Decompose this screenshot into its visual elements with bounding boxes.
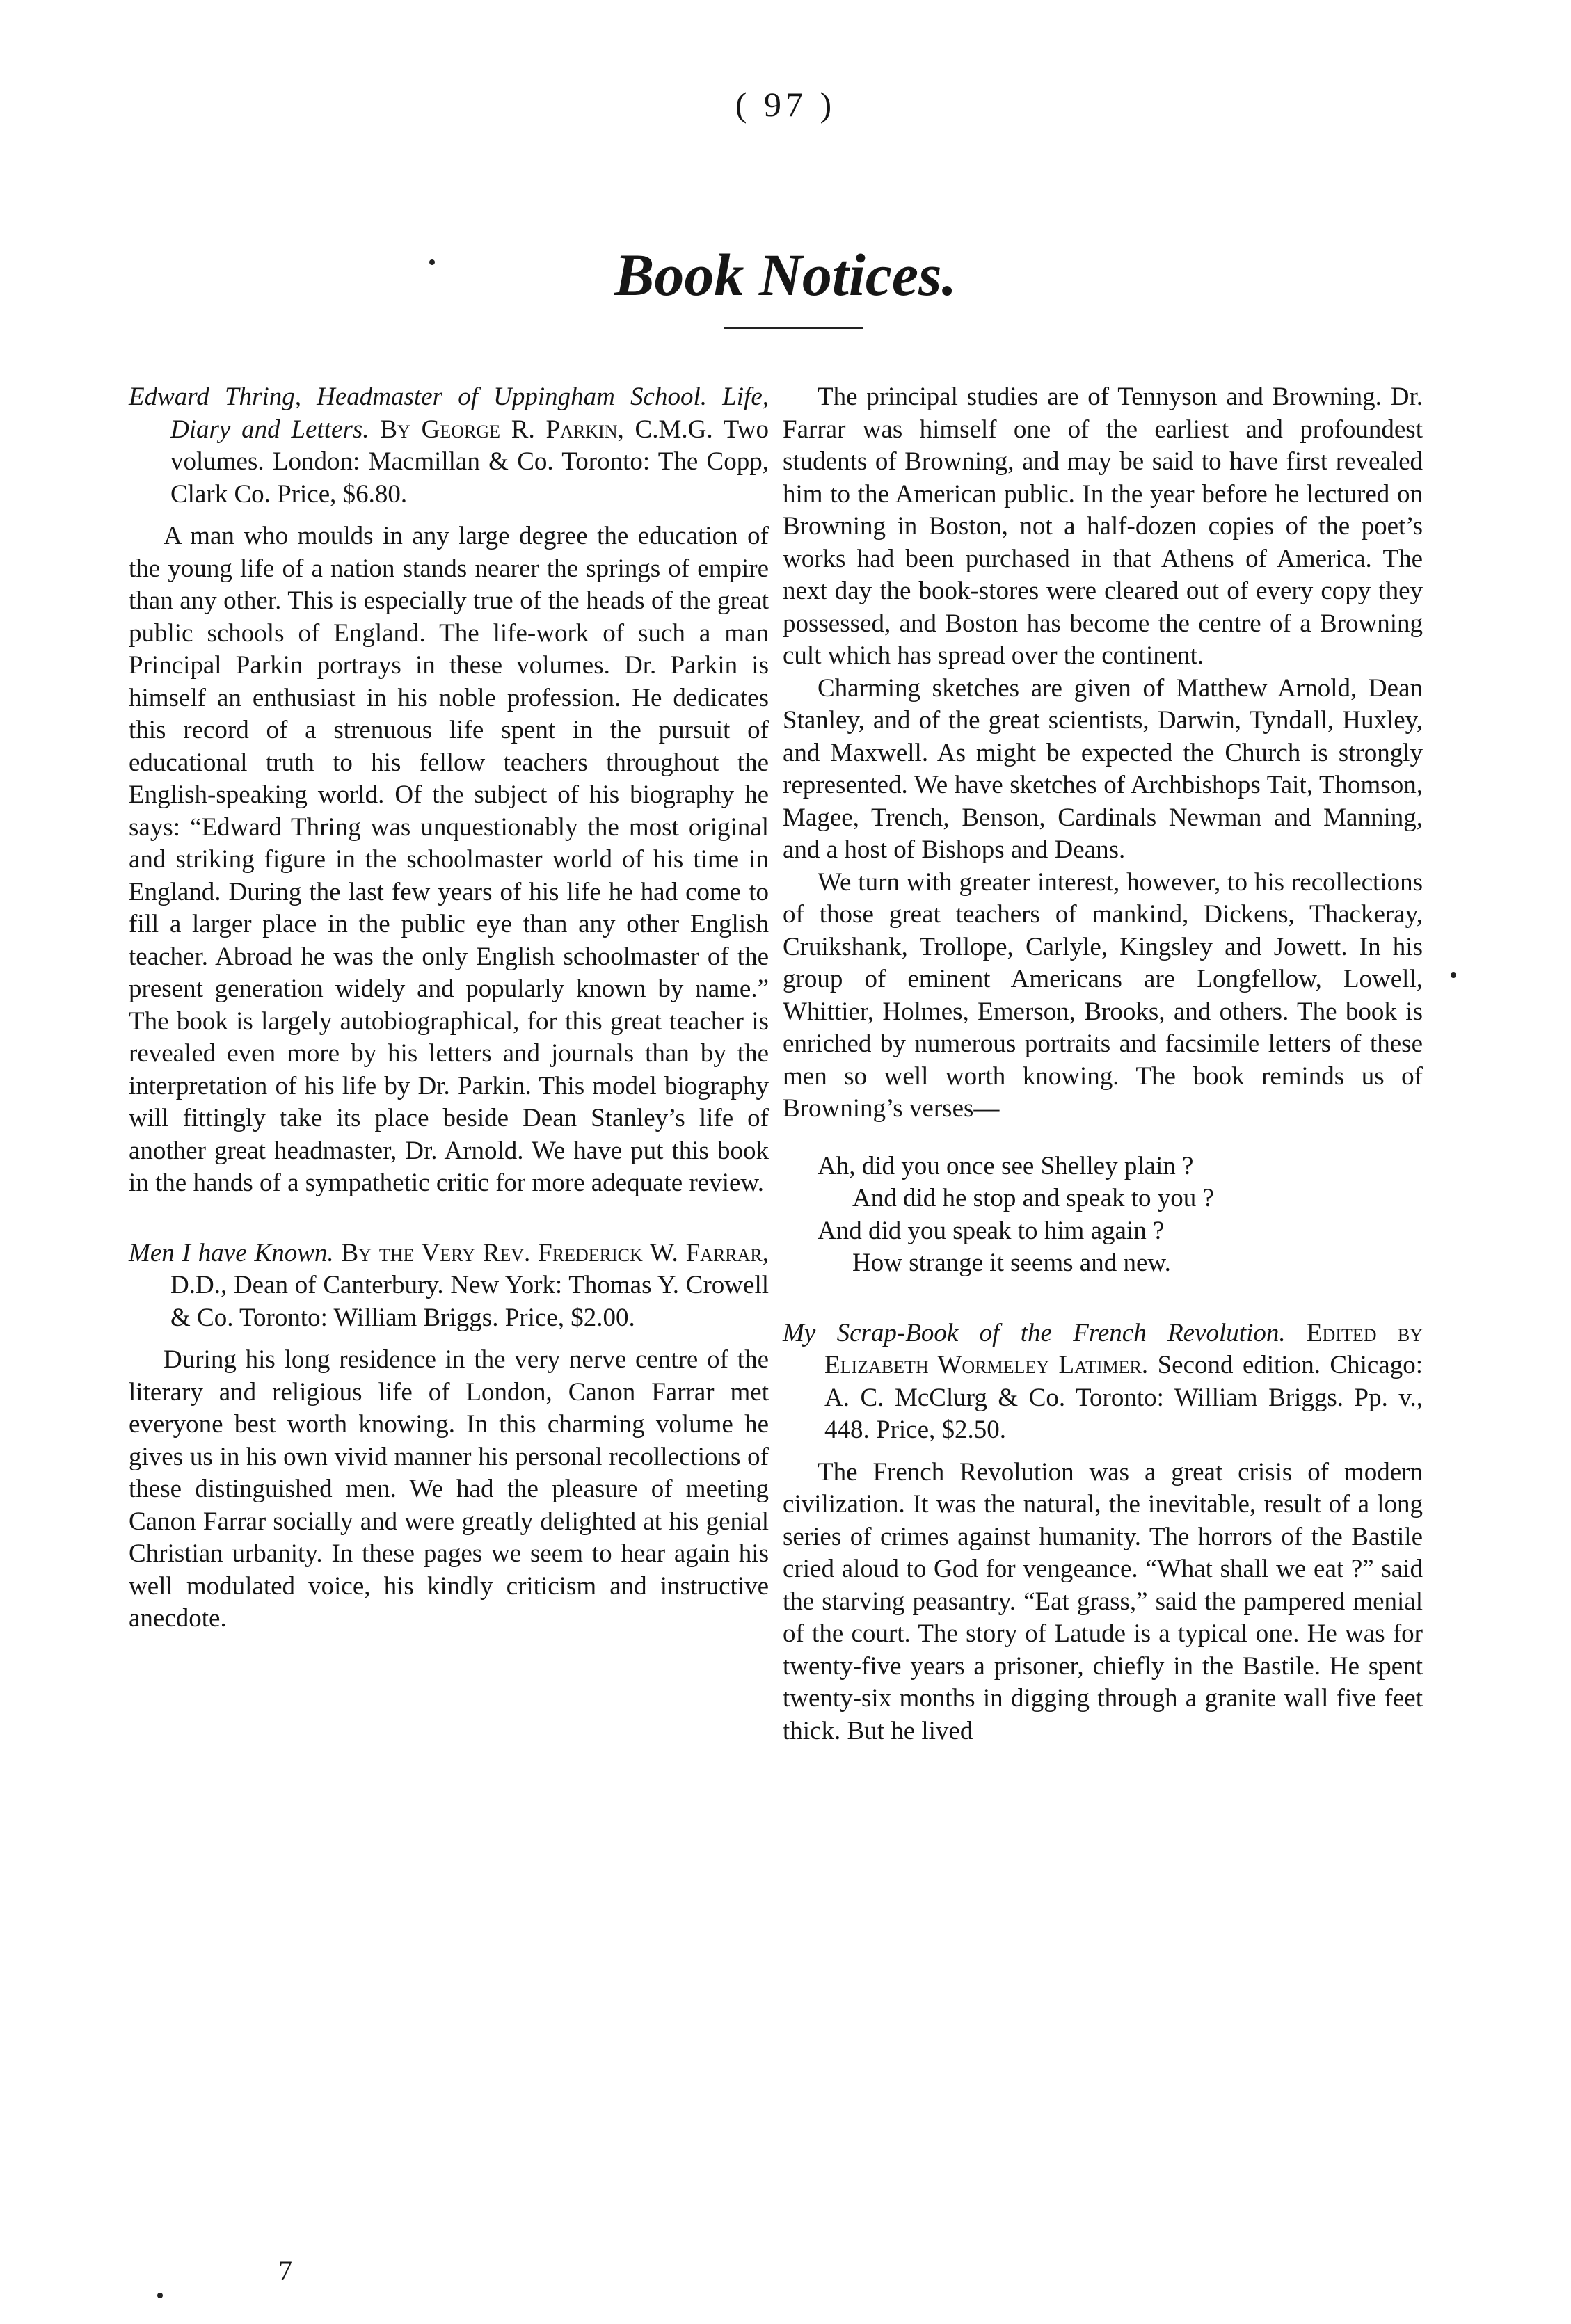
- book-details-farrar: Dean of Canterbury. New York: Thomas Y. Crowell & Co. Toronto: William Briggs. Price, $2.00.: [170, 1271, 769, 1332]
- book-title-french-revolution: My Scrap-Book of the French Revolution.: [783, 1318, 1286, 1347]
- spacer: [129, 1334, 769, 1344]
- review-body-french-revolution: The French Revolution was a great crisis of modern civilization. It was the natural, the inevitable, result of a long series of crimes against humanity. The horrors of the Bastile cried aloud to God for vengeance. “What shall we eat ?” said the starving peasantry. “Eat grass,” said the pampered menial of the court. The story of Latude is a typical one. He was for twenty-five years a prisoner, chiefly in the Bastile. He spent twenty-six months in digging through a granite wall five feet thick. But he lived: [783, 1457, 1423, 1745]
- book-author-thring: By George R. Parkin, C.M.G.: [380, 415, 713, 444]
- verse-line-3: And did you speak to him again ?: [818, 1216, 1165, 1245]
- farrar-paragraph-teachers: We turn with greater interest, however, to his recollections of those great teachers of mankind, Dickens, Thackeray, Cruikshank, Trollope, Carlyle, Kingsley and Jowett. In his group of eminent Americans are Longfellow, Lowell, Whittier, Holmes, Emerson, Brooks, and others. The book is enriched by numerous portraits and facsimile letters of these men so well worth knowing. The book reminds us of Browning’s verses—: [783, 867, 1423, 1123]
- review-heading-french-revolution: [783, 1317, 1423, 1447]
- spacer: [783, 1280, 1423, 1317]
- farrar-paragraph-browning: The principal studies are of Tennyson and Browning. Dr. Farrar was himself one of the earliest and profoundest students of Browning, and may be said to have first revealed him to the American public. In the year before he lectured on Browning in Boston, not a half-dozen copies of the poet’s works had been purchased in that Athens of America. The next day the book-stores were cleared out of every copy they possessed, and Boston has become the centre of a Browning cult which has spread over the continent.: [783, 383, 1423, 670]
- section-title: Book Notices.: [614, 241, 957, 308]
- farrar-paragraph-sketches: Charming sketches are given of Matthew Arnold, Dean Stanley, and of the great scientists, Darwin, Tyndall, Huxley, and Maxwell. As might be expected the Church is strongly represented. We have sketches of Archbishops Tait, Thomson, Magee, Trench, Benson, Cardinals Newman and Manning, and a host of Bishops and Deans.: [783, 673, 1423, 864]
- review-body-thring: A man who moulds in any large degree the education of the young life of a nation stands nearer the springs of empire than any other. This is especially true of the heads of the great public schools of England. The life-work of such a man Principal Parkin portrays in these volumes. Dr. Parkin is himself an enthusiast in his noble profession. He dedicates this record of a strenuous life spent in the pursuit of educational truth to his fellow teachers throughout the English-speaking world. Of the subject of his biography he says: “Edward Thring was unquestionably the most original and striking figure in the schoolmaster world of his time in England. During the last few years of his life he had come to fill a larger place in the public eye than any other English teacher. Abroad he was the only English schoolmaster of the present generation widely and popularly known by name.” The book is largely autobiographical, for this great teacher is revealed even more by his letters and journals than by the interpretation of his life by Dr. Parkin. This model biography will fittingly take its place beside Dean Stanley’s life of another great headmaster, Dr. Arnold. We have put this book in the hands of a sympathetic critic for more adequate review.: [129, 522, 769, 1197]
- verse-line-4: How strange it seems and new.: [852, 1249, 1171, 1277]
- browning-verse: [783, 1151, 1423, 1280]
- spacer: [783, 1125, 1423, 1151]
- spacer: [783, 1447, 1423, 1457]
- book-title-thring: Edward Thring, Headmaster of Uppingham School. Life, Diary and Letters.: [129, 383, 769, 444]
- print-speck-right: [1451, 972, 1456, 978]
- book-details-french-revolution: Second edition. Chicago: A. C. McClurg & Co. Toronto: William Briggs. Pp. v., 448. Price, $2.50.: [824, 1351, 1423, 1444]
- title-rule: [724, 327, 863, 329]
- spacer: [129, 1200, 769, 1237]
- book-editor-french-revolution: Edited by Elizabeth Wormeley Latimer.: [824, 1318, 1423, 1379]
- book-title-farrar: Men I have Known.: [129, 1238, 334, 1267]
- spacer: [129, 511, 769, 520]
- review-heading-farrar: [129, 1237, 769, 1335]
- review-body-farrar: During his long residence in the very nerve centre of the literary and religious life of London, Canon Farrar met everyone best worth knowing. In this charming volume he gives us in his own vivid manner his personal recollections of these distinguished men. We had the pleasure of meeting Canon Farrar socially and were greatly delighted at his genial Christian urbanity. In these pages we seem to hear again his well modulated voice, his kindly criticism and instructive anecdote.: [129, 1345, 769, 1633]
- verse-line-2: And did he stop and speak to you ?: [852, 1184, 1214, 1212]
- book-details-thring: Two volumes. London: Macmillan & Co. Toronto: The Copp, Clark Co. Price, $6.80.: [170, 415, 769, 508]
- print-speck-bottom: [157, 2293, 163, 2298]
- right-column: [783, 381, 1423, 1747]
- page-number: ( 97 ): [735, 85, 836, 124]
- signature-mark: 7: [278, 2255, 292, 2286]
- left-column: [129, 381, 769, 1635]
- verse-line-1: Ah, did you once see Shelley plain ?: [818, 1151, 1194, 1180]
- book-author-farrar: By the Very Rev. Frederick W. Farrar, D.D.,: [170, 1238, 769, 1299]
- review-heading-thring: [129, 381, 769, 511]
